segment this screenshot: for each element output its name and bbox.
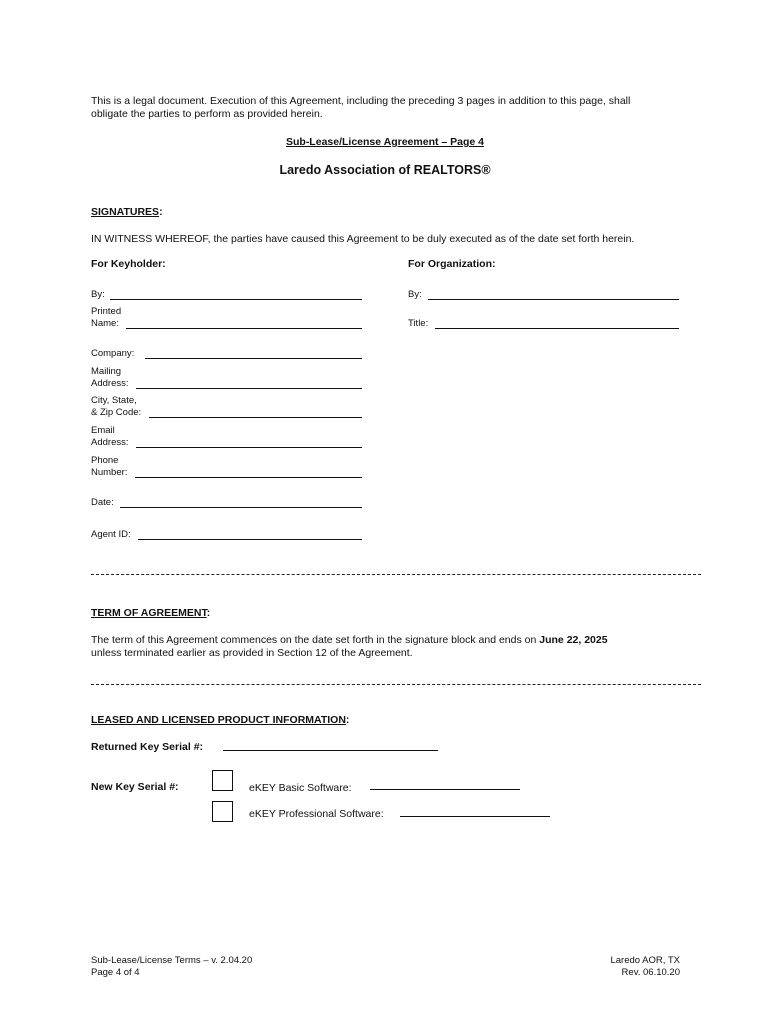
mailing-line-2: Address: xyxy=(91,378,129,389)
date-label: Date: xyxy=(91,497,114,508)
signatures-heading xyxy=(91,206,163,219)
product-heading-text: LEASED AND LICENSED PRODUCT INFORMATION xyxy=(91,714,346,726)
footer-organization: Laredo AOR, TX xyxy=(610,955,680,966)
city-line-2: & Zip Code: xyxy=(91,407,142,418)
product-heading-colon: : xyxy=(345,714,350,726)
section-divider-2 xyxy=(91,684,701,685)
returned-key-label: Returned Key Serial #: xyxy=(91,741,204,753)
keyholder-printed-label xyxy=(91,306,121,330)
professional-software-checkbox[interactable] xyxy=(212,801,233,822)
organization-title-label: Title: xyxy=(408,318,429,329)
date-line[interactable] xyxy=(120,507,362,508)
professional-software-label: eKEY Professional Software: xyxy=(249,808,384,820)
basic-software-label: eKEY Basic Software: xyxy=(249,782,352,794)
company-line[interactable] xyxy=(145,358,362,359)
witness-text: IN WITNESS WHEREOF, the parties have caused this Agreement to be duly executed as of the date set forth herein. xyxy=(91,233,635,245)
email-label xyxy=(91,425,129,449)
keyholder-printed-name-line[interactable] xyxy=(126,328,362,329)
footer-version: Sub-Lease/License Terms – v. 2.04.20 xyxy=(91,955,253,966)
professional-software-line[interactable] xyxy=(400,816,550,817)
footer-right xyxy=(610,955,680,979)
footer-left xyxy=(91,955,252,979)
mailing-address-line[interactable] xyxy=(136,388,362,389)
keyholder-printed-line-2: Name: xyxy=(91,318,119,329)
term-line-2: unless terminated earlier as provided in Section 12 of the Agreement. xyxy=(91,647,413,659)
section-divider-1 xyxy=(91,574,701,575)
organization-by-label: By: xyxy=(408,289,422,300)
phone-label xyxy=(91,455,127,479)
returned-key-line[interactable] xyxy=(223,750,438,751)
organization-title-line[interactable] xyxy=(435,328,679,329)
phone-number-line[interactable] xyxy=(135,477,362,478)
term-paragraph xyxy=(91,634,691,660)
city-state-zip-line[interactable] xyxy=(149,417,362,418)
footer-revision: Rev. 06.10.20 xyxy=(621,967,680,978)
phone-line-1: Phone xyxy=(91,455,119,466)
term-heading-colon: : xyxy=(206,607,211,619)
intro-line-2: obligate the parties to perform as provided herein. xyxy=(91,108,323,120)
organization-header: For Organization: xyxy=(408,258,496,270)
email-address-line[interactable] xyxy=(136,447,362,448)
mailing-label xyxy=(91,366,129,390)
term-heading-text: TERM OF AGREEMENT xyxy=(91,607,207,619)
agent-id-label: Agent ID: xyxy=(91,529,131,540)
city-line-1: City, State, xyxy=(91,395,137,406)
keyholder-by-label: By: xyxy=(91,289,105,300)
footer-page-number: Page 4 of 4 xyxy=(91,967,140,978)
organization-by-line[interactable] xyxy=(428,299,679,300)
keyholder-header: For Keyholder: xyxy=(91,258,166,270)
email-line-1: Email xyxy=(91,425,115,436)
intro-line-1: This is a legal document. Execution of this Agreement, including the preceding 3 pages in addition to this page, shall xyxy=(91,95,631,107)
basic-software-checkbox[interactable] xyxy=(212,770,233,791)
intro-paragraph xyxy=(91,95,711,121)
term-end-date: June 22, 2025 xyxy=(539,634,608,646)
email-line-2: Address: xyxy=(91,437,129,448)
page-title: Sub-Lease/License Agreement – Page 4 xyxy=(285,136,485,148)
phone-line-2: Number: xyxy=(91,467,128,478)
product-heading xyxy=(91,714,349,727)
signatures-heading-colon: : xyxy=(159,206,163,218)
term-line-1 xyxy=(91,634,691,647)
keyholder-by-line[interactable] xyxy=(110,299,362,300)
mailing-line-1: Mailing xyxy=(91,366,122,377)
keyholder-printed-line-1: Printed xyxy=(91,306,122,317)
basic-software-line[interactable] xyxy=(370,789,520,790)
term-heading xyxy=(91,607,210,620)
company-label: Company: xyxy=(91,348,135,359)
org-title: Laredo Association of REALTORS® xyxy=(279,163,491,177)
term-text-pre: The term of this Agreement commences on the date set forth in the signature block and ends on xyxy=(91,634,540,646)
signatures-heading-text: SIGNATURES xyxy=(91,206,160,218)
city-label xyxy=(91,395,141,419)
new-key-label: New Key Serial #: xyxy=(91,781,179,793)
agent-id-line[interactable] xyxy=(138,539,362,540)
